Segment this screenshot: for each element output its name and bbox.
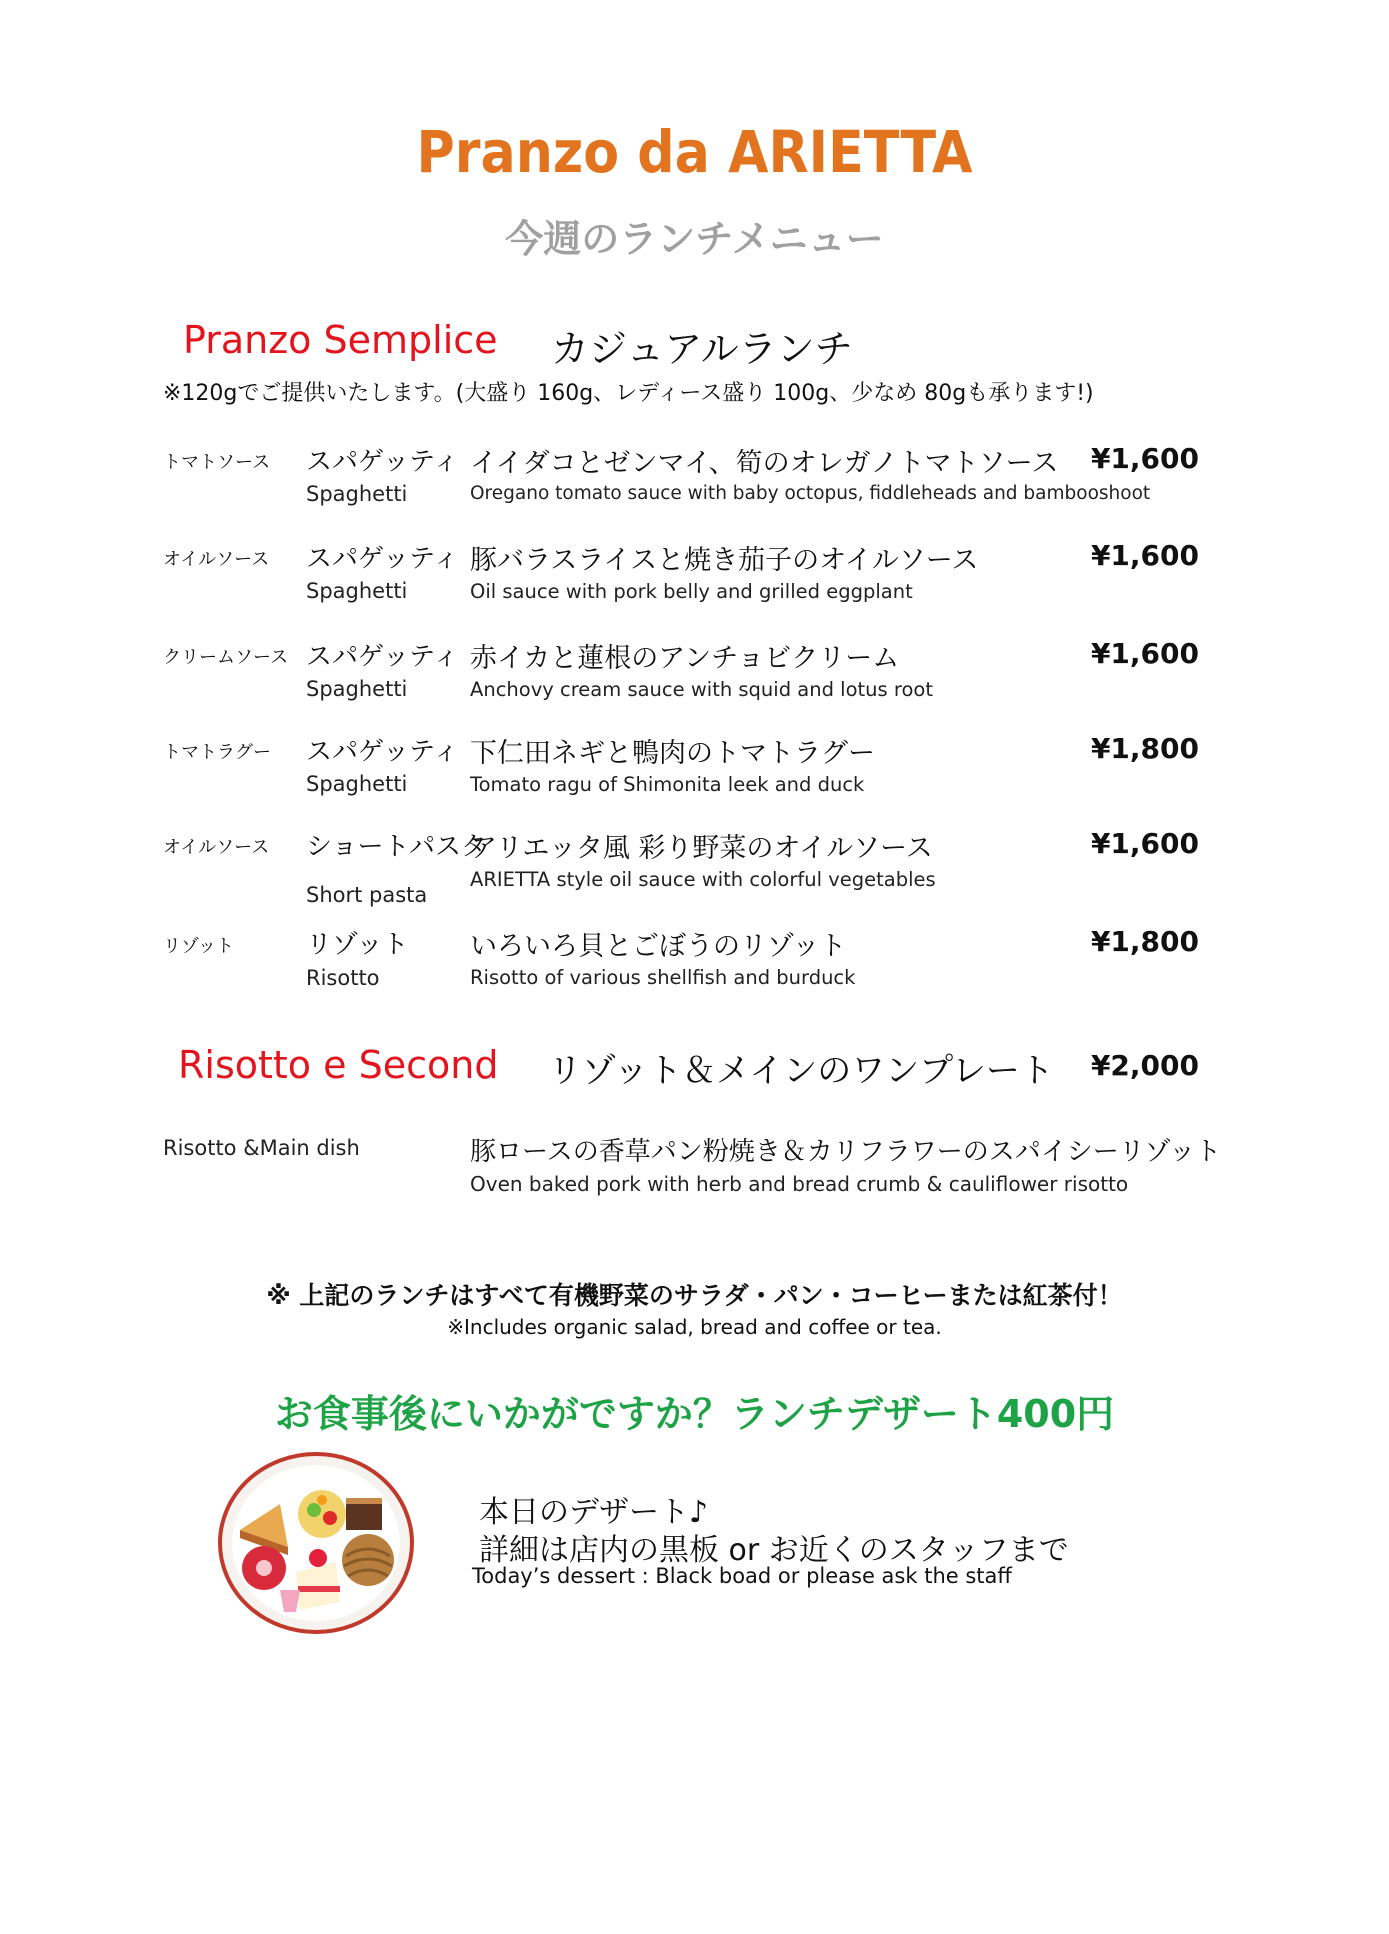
item-category: オイルソース: [163, 549, 270, 570]
dessert-line-1: 本日のデザート♪: [479, 1495, 709, 1530]
item-dish-en: Oregano tomato sauce with baby octopus, fiddleheads and bambooshoot: [470, 483, 1151, 504]
item-type-jp: ショートパスタ: [306, 832, 487, 862]
section-title-second-jp: リゾット＆メインのワンプレート: [548, 1051, 1054, 1091]
dessert-line-en: Today’s dessert : Black boad or please ask the staff: [472, 1564, 1012, 1588]
item-type-en: Spaghetti: [306, 579, 408, 603]
item-price: ¥1,600: [1090, 827, 1199, 860]
item-type-en: Short pasta: [306, 883, 428, 907]
item-type-en: Spaghetti: [306, 482, 408, 506]
item-type-en: Risotto: [306, 966, 380, 990]
item-dish-en: Oil sauce with pork belly and grilled eggplant: [470, 580, 913, 603]
includes-note-en: ※Includes organic salad, bread and coffee or tea.: [447, 1315, 942, 1339]
item-dish-en: Risotto of various shellfish and burduck: [470, 966, 856, 989]
item-price: ¥1,600: [1090, 442, 1199, 475]
item-type-jp: リゾット: [306, 930, 409, 960]
item-dish-en: Tomato ragu of Shimonita leek and duck: [470, 773, 865, 796]
item-dish-jp: 赤イカと蓮根のアンチョビクリーム: [470, 643, 900, 674]
second-price: ¥2,000: [1090, 1049, 1199, 1082]
section-title-semplice: Pranzo Semplice: [183, 318, 498, 362]
second-label: Risotto &Main dish: [163, 1136, 360, 1160]
item-price: ¥1,600: [1090, 539, 1199, 572]
section-title-semplice-jp: カジュアルランチ: [551, 327, 853, 371]
item-category: トマトソース: [163, 452, 271, 473]
includes-note-jp: ※ 上記のランチはすべて有機野菜のサラダ・パン・コーヒーまたは紅茶付！: [266, 1281, 1123, 1310]
dessert-plate-image: [218, 1452, 414, 1634]
item-dish-jp: 下仁田ネギと鴨肉のトマトラグー: [470, 738, 875, 769]
item-category: オイルソース: [163, 837, 270, 858]
item-category: クリームソース: [163, 647, 289, 668]
item-price: ¥1,800: [1090, 925, 1199, 958]
item-dish-jp: アリエッタ風 彩り野菜のオイルソース: [470, 833, 933, 864]
item-type-en: Spaghetti: [306, 772, 408, 796]
item-category: リゾット: [163, 936, 234, 957]
item-type-jp: スパゲッティ: [306, 642, 459, 672]
item-dish-jp: 豚バラスライスと焼き茄子のオイルソース: [470, 545, 979, 576]
item-type-jp: スパゲッティ: [306, 737, 459, 767]
item-price: ¥1,800: [1090, 732, 1199, 765]
second-dish-jp: 豚ロースの香草パン粉焼き＆カリフラワーのスパイシーリゾット: [470, 1137, 1222, 1167]
item-dish-jp: いろいろ貝とごぼうのリゾット: [470, 931, 847, 962]
page-subtitle: 今週のランチメニュー: [505, 217, 884, 261]
second-dish-en: Oven baked pork with herb and bread crumb & cauliflower risotto: [470, 1172, 1129, 1196]
dessert-headline: お食事後にいかがですか？ランチデザート400円: [274, 1392, 1115, 1436]
item-dish-en: Anchovy cream sauce with squid and lotus root: [470, 678, 933, 701]
item-dish-jp: イイダコとゼンマイ、筍のオレガノトマトソース: [470, 448, 1059, 479]
page-title: Pranzo da ARIETTA: [416, 118, 973, 186]
portion-note: ※120gでご提供いたします。(大盛り 160g、レディース盛り 100g、少なめ 80gも承ります!): [163, 381, 1094, 406]
item-type-en: Spaghetti: [306, 677, 408, 701]
item-dish-en: ARIETTA style oil sauce with colorful vegetables: [470, 868, 936, 891]
item-price: ¥1,600: [1090, 637, 1199, 670]
item-category: トマトラグー: [163, 742, 271, 763]
dessert-line-2: 詳細は店内の黒板 or お近くのスタッフまで: [479, 1533, 1069, 1568]
section-title-second: Risotto e Second: [178, 1043, 499, 1087]
item-type-jp: スパゲッティ: [306, 447, 459, 477]
item-type-jp: スパゲッティ: [306, 544, 459, 574]
